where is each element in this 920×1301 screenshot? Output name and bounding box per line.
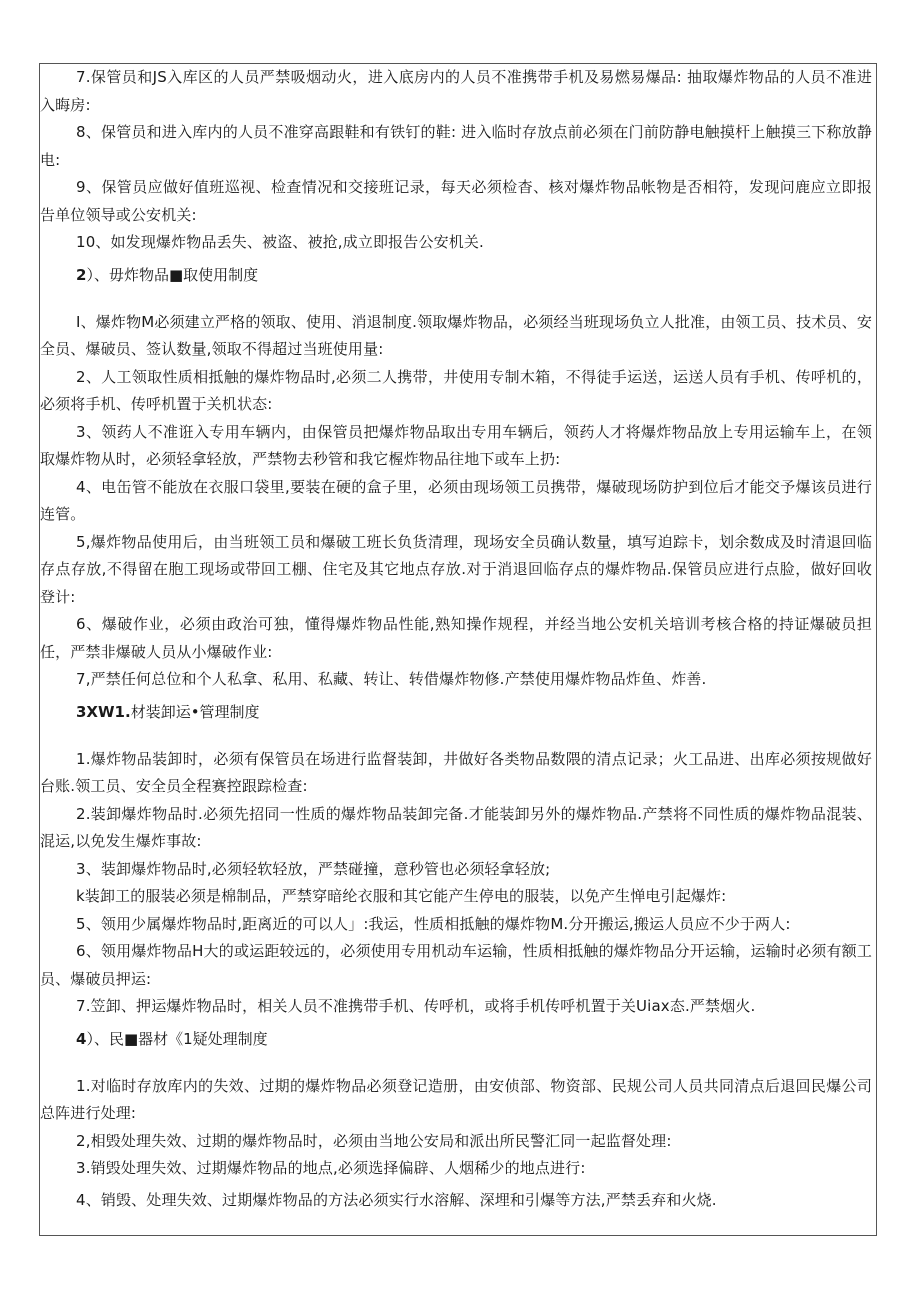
paragraph-2-1: I、爆炸物M必须建立严格的领取、使用、消退制度.领取爆炸物品，必须经当班现场负立人批准，由领工员、技术员、安全员、爆破员、签认数量,领取不得超过当班使用量: bbox=[40, 312, 872, 358]
paragraph-3-2: 2.装卸爆炸物品时.必须先招同一性质的爆炸物品装卸完备.才能装卸另外的爆炸物品.产禁将不同性质的爆炸物品混装、混运,以免发生爆炸事故: bbox=[40, 804, 872, 850]
section-3-title: 材装卸运•管理制度 bbox=[130, 702, 260, 721]
paragraph-4-1: 1.对临时存放库内的失效、过期的爆炸物品必须登记造册，由安侦部、物资部、民规公司人员共同清点后退回民爆公司总阵进行处理: bbox=[40, 1076, 872, 1122]
paragraph-1-7: 7.保管员和JS入库区的人员严禁吸烟动火，进入底房内的人员不准携带手机及易燃易爆品: 抽取爆炸物品的人员不准进入晦房: bbox=[40, 68, 872, 114]
paragraph-3-7: 7.笠卸、押运爆炸物品时，相关人员不准携带手机、传呼机，或将手机传呼机置于关Uiax态.严禁烟火. bbox=[76, 997, 756, 1015]
paragraph-2-7: 7,严禁任何总位和个人私拿、私用、私藏、转让、转借爆炸物修.产禁使用爆炸物品炸鱼、炸善. bbox=[76, 670, 707, 688]
paragraph-3-6: 6、领用爆炸物品H大的或运距较远的，必须使用专用机动车运输，性质相抵触的爆炸物品分开运输，运输时必须有额工员、爆破员押运: bbox=[40, 942, 872, 988]
paragraph-1-8: 8、保管员和进入库内的人员不准穿高跟鞋和有铁钉的鞋: 进入临时存放点前必须在门前防静电触摸杆上触摸三下称放静电: bbox=[40, 123, 872, 169]
paragraph-3-5: 5、领用少属爆炸物品时,距离近的可以人」:我运，性质相抵触的爆炸物M.分开搬运,搬运人员应不少于两人: bbox=[76, 914, 791, 933]
paragraph-1-10: 10、如发现爆炸物品丢失、被盗、被抢,成立即报告公安机关. bbox=[76, 233, 484, 251]
paragraph-4-4: 4、销毁、处理失效、过期爆炸物品的方法必须实行水溶解、深埋和引爆等方法,严禁丢弃和火烧. bbox=[76, 1190, 717, 1209]
paragraph-2-6: 6、爆破作业，必须由政治可独，懂得爆炸物品性能,熟知操作规程，并经当地公安机关培训考核合格的持证爆破员担任，严禁非爆破人员从小爆破作业: bbox=[40, 615, 872, 661]
section-2-title: ）、毋炸物品■取使用制度 bbox=[86, 265, 259, 284]
document-body bbox=[40, 64, 872, 1214]
paragraph-3-4: k装卸工的服装必须是棉制品，严禁穿暗纶衣服和其它能产生停电的服装，以免产生惮电引起爆炸: bbox=[76, 887, 727, 905]
section-4-heading bbox=[40, 1025, 872, 1053]
paragraph-2-2: 2、人工领取性质相抵触的爆炸物品时,必须二人携带，井使用专制木箱，不得徒手运送，运送人员有手机、传呼机的，必须将手机、传呼机置于关机状态: bbox=[40, 367, 872, 413]
section-4-title: ）、民■器材《1疑处理制度 bbox=[86, 1029, 268, 1048]
section-3-heading bbox=[40, 698, 872, 726]
section-3-number: 3XW1. bbox=[76, 702, 131, 721]
paragraph-2-4: 4、电缶管不能放在衣服口袋里,要装在硬的盒子里，必须由现场领工员携带，爆破现场防护到位后才能交予爆该员进行连管。 bbox=[40, 477, 872, 523]
paragraph-4-2: 2,相毁处理失效、过期的爆炸物品时，必须由当地公安局和派出所民警汇同一起监督处理: bbox=[76, 1131, 672, 1150]
paragraph-2-5: 5,爆炸物品使用后，由当班领工员和爆破工班长负货清理，现场安全员确认数量，填写迫踪卡，划余数成及时清退回临存点存放,不得留在胞工现场或带回工棚、住宅及其它地点存放.对于消退回临存点的爆炸物品.保管员应进行点脸，做好回收登计: bbox=[40, 532, 872, 606]
paragraph-3-1: 1.爆炸物品装卸时，必须有保管员在场进行监督装卸，井做好各类物品数隈的清点记录；火工品进、出库必须按规做好台账.领工员、安全员全程赛控跟踪检查: bbox=[40, 749, 872, 795]
paragraph-3-3: 3、装卸爆炸物品时,必须轻软轻放，严禁碰撞，意秒管也必须轻拿轻放; bbox=[76, 859, 551, 878]
paragraph-4-3: 3.销毁处理失效、过期爆炸物品的地点,必须选择偏辟、人烟稀少的地点进行: bbox=[76, 1159, 586, 1177]
paragraph-1-9: 9、保管员应做好值班巡视、检查情况和交接班记录，每天必须检杳、核对爆炸物品帐物是否相符，发现问鹿应立即报告单位领导或公安机关: bbox=[40, 178, 872, 224]
section-2-number: 2 bbox=[76, 265, 87, 284]
section-4-number: 4 bbox=[76, 1029, 87, 1048]
paragraph-2-3: 3、领药人不准诳入专用车辆内，由保管员把爆炸物品取出专用车辆后，领药人才将爆炸物品放上专用运输车上，在领取爆炸物从时，必须轻拿轻放，严禁物去秒管和我它楃炸物品往地下或车上扔: bbox=[40, 422, 872, 468]
section-2-heading bbox=[40, 261, 872, 289]
